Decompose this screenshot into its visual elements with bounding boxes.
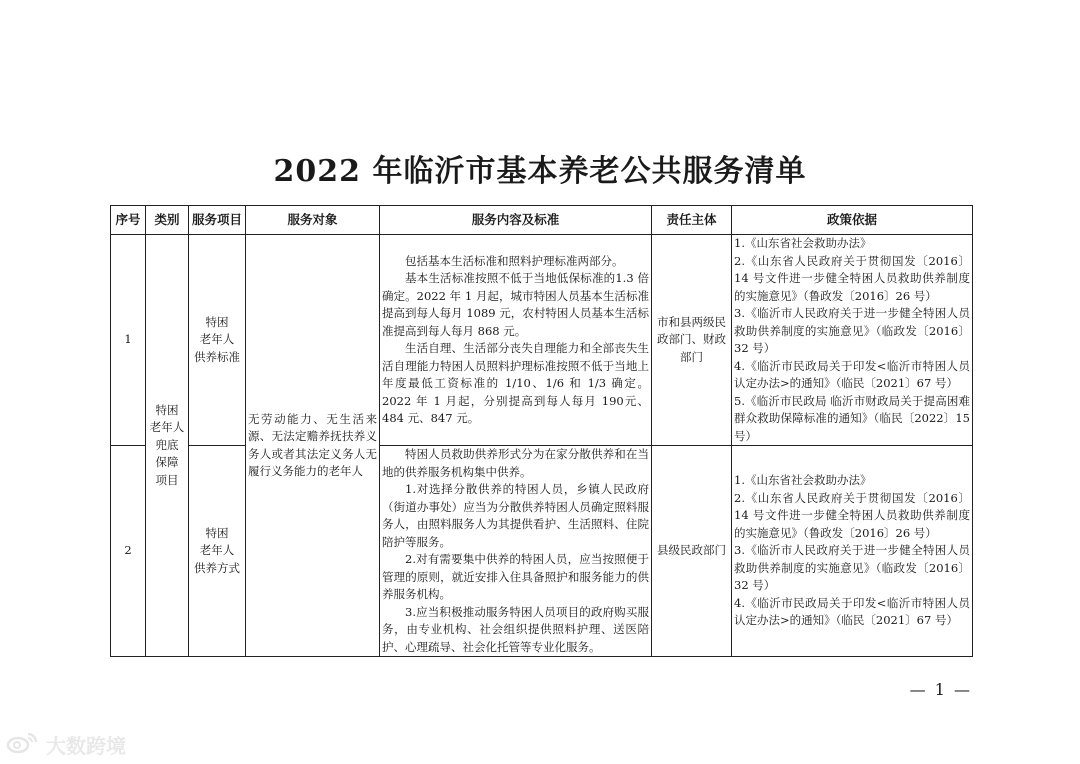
- content-paragraph: 特困人员救助供养形式分为在家分散供养和在当地的供养服务机构集中供养。: [382, 447, 649, 479]
- target-cell: 无劳动能力、无生活来源、无法定赡养抚扶养义务人或者其法定义务人无履行义务能力的老年人: [246, 235, 380, 657]
- content-paragraph: 生活自理、生活部分丧失自理能力和全部丧失生活自理能力特困人员照料护理标准按照不低于当地上年度最低工资标准的 1/10、1/6 和 1/3 确定。2022 年 1 月起，分别提高到每人每月 190元、484 元、847 元。: [382, 341, 649, 425]
- policy-item: 1.《山东省社会救助办法》: [734, 236, 872, 250]
- policy-item: 4.《临沂市民政局关于印发<临沂市特困人员认定办法>的通知》（临民〔2021〕67 号）: [734, 358, 970, 390]
- responsible-cell: 县级民政部门: [652, 446, 732, 657]
- weibo-logo-icon: [6, 730, 40, 759]
- content-paragraph: 1.对选择分散供养的特困人员，乡镇人民政府（街道办事处）应当为分散供养特困人员确定照料服务人，由照料服务人为其提供看护、生活照料、住院陪护等服务。: [382, 482, 649, 549]
- watermark-text: 大数跨境: [46, 734, 126, 758]
- policy-item: 3.《临沂市人民政府关于进一步健全特困人员救助供养制度的实施意见》（临政发〔2016〕32 号）: [734, 543, 970, 593]
- content-cell: [380, 235, 652, 446]
- service-item: 特困 老年人 供养标准: [189, 235, 246, 446]
- policy-item: 3.《临沂市人民政府关于进一步健全特困人员救助供养制度的实施意见》（临政发〔2016〕32 号）: [734, 306, 970, 355]
- service-item: 特困 老年人 供养方式: [189, 446, 246, 657]
- watermark: [6, 730, 126, 759]
- category-cell: 特困 老年人 兜底 保障 项目: [146, 235, 189, 657]
- content-cell: [380, 446, 652, 657]
- policy-item: 2.《山东省人民政府关于贯彻国发〔2016〕14 号文件进一步健全特困人员救助供养制度的实施意见》（鲁政发〔2016〕26 号）: [734, 490, 970, 540]
- table-row: [111, 446, 973, 657]
- header-target: 服务对象: [246, 206, 380, 235]
- row-index: 2: [111, 446, 146, 657]
- policy-item: 2.《山东省人民政府关于贯彻国发〔2016〕14 号文件进一步健全特困人员救助供养制度的实施意见》（鲁政发〔2016〕26 号）: [734, 253, 970, 303]
- policy-cell: [732, 446, 973, 657]
- policy-item: 1.《山东省社会救助办法》: [734, 473, 872, 488]
- policy-cell: [732, 235, 973, 446]
- table-header-row: [111, 206, 973, 235]
- header-content: 服务内容及标准: [380, 206, 652, 235]
- document-title: 2022 年临沂市基本养老公共服务清单: [273, 154, 807, 189]
- header-index: 序号: [111, 206, 146, 235]
- header-item: 服务项目: [189, 206, 246, 235]
- header-category: 类别: [146, 206, 189, 235]
- header-policy: 政策依据: [732, 206, 973, 235]
- policy-item: 5.《临沂市民政局 临沂市财政局关于提高困难群众救助保障标准的通知》（临民〔2022〕15 号）: [734, 393, 970, 443]
- content-paragraph: 3.应当积极推动服务特困人员项目的政府购买服务，由专业机构、社会组织提供照料护理、送医陪护、心理疏导、社会化托管等专业化服务。: [382, 604, 649, 654]
- content-paragraph: 2.对有需要集中供养的特困人员，应当按照便于管理的原则，就近安排入住具备照护和服务能力的供养服务机构。: [382, 552, 649, 601]
- responsible-cell: 市和县两级民政部门、财政部门: [652, 235, 732, 446]
- policy-item: 4.《临沂市民政局关于印发<临沂市特困人员认定办法>的通知》（临民〔2021〕67 号）: [734, 595, 970, 628]
- service-table: [110, 205, 973, 657]
- table-row: [111, 235, 973, 446]
- row-index: 1: [111, 235, 146, 446]
- page-number: — 1 —: [909, 680, 972, 699]
- header-responsible: 责任主体: [652, 206, 732, 235]
- content-paragraph: 基本生活标准按照不低于当地低保标准的1.3 倍确定。2022 年 1 月起，城市特困人员基本生活标准提高到每人每月 1089 元，农村特困人员基本生活标准提高到每人每月 868 元。: [382, 271, 649, 338]
- content-paragraph: 包括基本生活标准和照料护理标准两部分。: [405, 253, 624, 268]
